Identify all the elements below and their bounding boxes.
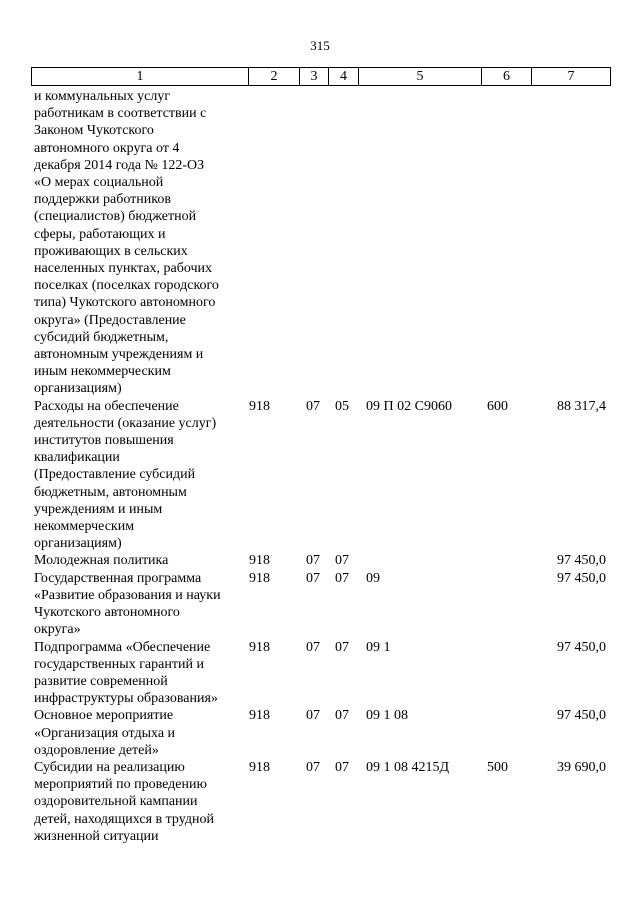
header-col-3: 3	[299, 68, 328, 85]
subsection-code: 07	[335, 708, 349, 724]
table-row	[0, 639, 640, 708]
subsection-code: 05	[335, 398, 349, 414]
target-article: 09 1 08 4215Д	[366, 759, 450, 775]
grbs-code: 918	[249, 759, 270, 775]
table-row	[0, 552, 640, 569]
grbs-code: 918	[249, 398, 270, 414]
target-article: 09	[366, 570, 380, 586]
row-name: Молодежная политика	[34, 553, 169, 569]
section-code: 07	[306, 570, 320, 586]
section-code: 07	[306, 553, 320, 569]
amount: 88 317,4	[557, 398, 606, 414]
amount: 97 450,0	[557, 570, 606, 586]
amount: 97 450,0	[557, 639, 606, 655]
table-row	[0, 88, 640, 398]
grbs-code: 918	[249, 553, 270, 569]
target-article: 09 1	[366, 639, 391, 655]
header-col-7: 7	[531, 68, 610, 85]
table-row	[0, 759, 640, 845]
table-row	[0, 707, 640, 759]
row-name: Подпрограмма «Обеспечение государственных гарантий и развитие современной инфраструктуры образования»	[34, 639, 218, 707]
row-name: Основное мероприятие «Организация отдыха и оздоровление детей»	[34, 708, 176, 758]
header-col-5: 5	[358, 68, 481, 85]
row-name: Субсидии на реализацию мероприятий по проведению оздоровительной кампании детей, находящихся в трудной жизненной ситуации	[34, 759, 214, 844]
amount: 39 690,0	[557, 759, 606, 775]
section-code: 07	[306, 398, 320, 414]
subsection-code: 07	[335, 553, 349, 569]
header-col-4: 4	[328, 68, 358, 85]
grbs-code: 918	[249, 639, 270, 655]
grbs-code: 918	[249, 570, 270, 586]
section-code: 07	[306, 639, 320, 655]
table-header	[31, 67, 611, 86]
row-name: Государственная программа «Развитие образования и науки Чукотского автономного округа»	[34, 570, 221, 638]
subsection-code: 07	[335, 570, 349, 586]
section-code: 07	[306, 759, 320, 775]
header-col-1: 1	[136, 69, 144, 84]
row-name: и коммунальных услуг работникам в соответствии с Законом Чукотского автономного округа от 4 декабря 2014 года № 122-ОЗ «О мерах социальной поддержки работников (специалистов) бюджетной сферы, работающих и проживающих в сельских населенных пунктах, рабочих поселках (поселках городского типа) Чукотского автономного округа» (Предоставление субсидий бюджетным, автономным учреждениям и иным некоммерческим организациям)	[34, 89, 219, 397]
table-row	[0, 570, 640, 639]
expense-type: 500	[487, 759, 508, 775]
subsection-code: 07	[335, 759, 349, 775]
amount: 97 450,0	[557, 553, 606, 569]
section-code: 07	[306, 708, 320, 724]
table-body	[0, 88, 640, 845]
table-row	[0, 398, 640, 553]
subsection-code: 07	[335, 639, 349, 655]
header-col-6: 6	[481, 68, 531, 85]
row-name: Расходы на обеспечение деятельности (оказание услуг) институтов повышения квалификации (Предоставление субсидий бюджетным, автономным учреждениям и иным некоммерческим организациям)	[34, 398, 217, 552]
amount: 97 450,0	[557, 708, 606, 724]
header-col-2: 2	[248, 68, 299, 85]
target-article: 09 П 02 С9060	[366, 398, 452, 414]
grbs-code: 918	[249, 708, 270, 724]
page-number: 315	[310, 38, 330, 53]
target-article: 09 1 08	[366, 708, 408, 724]
expense-type: 600	[487, 398, 508, 414]
